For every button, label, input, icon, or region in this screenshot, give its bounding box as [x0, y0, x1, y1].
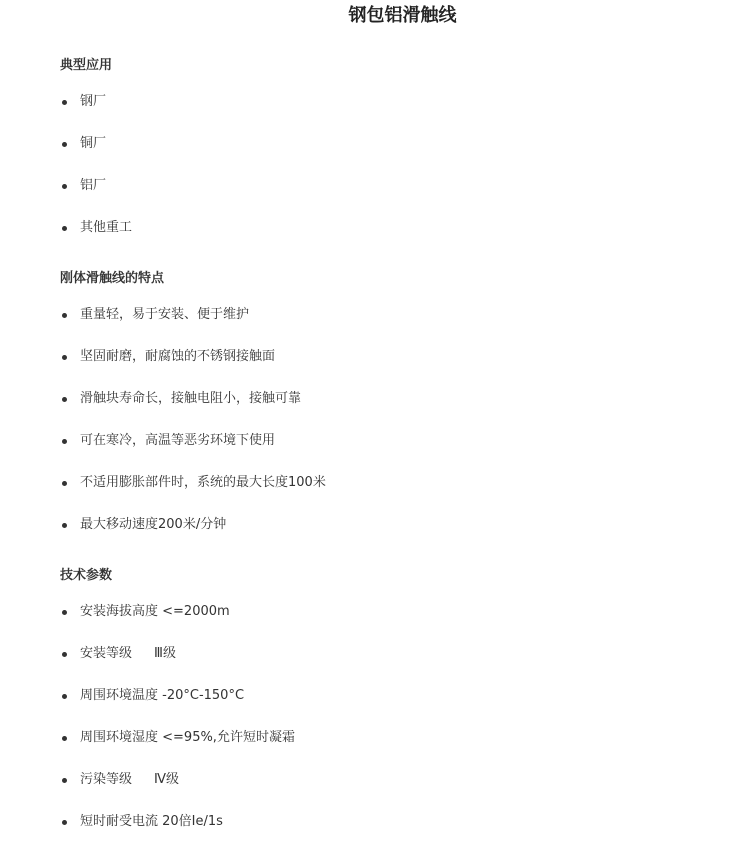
list-item [62, 515, 226, 535]
bullet-icon [62, 100, 67, 105]
list-item [62, 728, 295, 748]
bullet-icon [62, 610, 67, 615]
list-item [62, 473, 326, 493]
bullet-icon [62, 439, 67, 444]
list-item [62, 347, 275, 367]
list-item-text: 铝厂 [80, 178, 107, 193]
bullet-icon [62, 355, 67, 360]
list-item-text: 滑触块寿命长，接触电阻小，接触可靠 [80, 391, 302, 406]
list-item-text: 钢厂 [80, 94, 107, 109]
page-title: 钢包铝滑触线 [348, 5, 457, 26]
list-item [62, 686, 244, 706]
bullet-icon [62, 523, 67, 528]
list-item-text: 安装等级 [80, 646, 133, 661]
list-item [62, 176, 106, 196]
list-item [62, 92, 106, 112]
list-item [62, 812, 223, 832]
bullet-icon [62, 226, 67, 231]
bullet-icon [62, 313, 67, 318]
list-item-text: 其他重工 [80, 220, 133, 235]
list-item-text: 铜厂 [80, 136, 107, 151]
bullet-icon [62, 184, 67, 189]
section-heading-features: 刚体滑触线的特点 [60, 271, 165, 286]
bullet-icon [62, 736, 67, 741]
list-item [62, 389, 301, 409]
list-item [62, 305, 249, 325]
list-item [62, 218, 132, 238]
list-item-text: 短时耐受电流 20倍Ie/1s [80, 814, 223, 829]
pollution-grade-value: Ⅳ级 [154, 772, 180, 787]
bullet-icon [62, 820, 67, 825]
list-item-text: 周围环境湿度 <=95%,允许短时凝霜 [80, 730, 295, 745]
list-item [62, 644, 176, 664]
bullet-icon [62, 778, 67, 783]
list-item [62, 602, 230, 622]
bullet-icon [62, 652, 67, 657]
list-item-text: 不适用膨胀部件时，系统的最大长度100米 [80, 475, 326, 490]
list-item [62, 431, 275, 451]
list-item-text: 重量轻，易于安装、便于维护 [80, 307, 250, 322]
list-item-text: 最大移动速度200米/分钟 [80, 517, 227, 532]
list-item-text: 周围环境温度 -20°C-150°C [80, 688, 245, 703]
list-item-text: 安装海拔高度 <=2000m [80, 604, 230, 619]
bullet-icon [62, 142, 67, 147]
list-item-text: 污染等级 [80, 772, 133, 787]
bullet-icon [62, 694, 67, 699]
section-heading-technical-parameters: 技术参数 [60, 568, 113, 583]
bullet-icon [62, 397, 67, 402]
bullet-icon [62, 481, 67, 486]
list-item-text: 可在寒冷，高温等恶劣环境下使用 [80, 433, 276, 448]
installation-grade-value: Ⅲ级 [154, 646, 176, 661]
list-item [62, 770, 179, 790]
list-item [62, 134, 106, 154]
section-heading-typical-applications: 典型应用 [60, 58, 113, 73]
list-item-text: 坚固耐磨，耐腐蚀的不锈钢接触面 [80, 349, 276, 364]
